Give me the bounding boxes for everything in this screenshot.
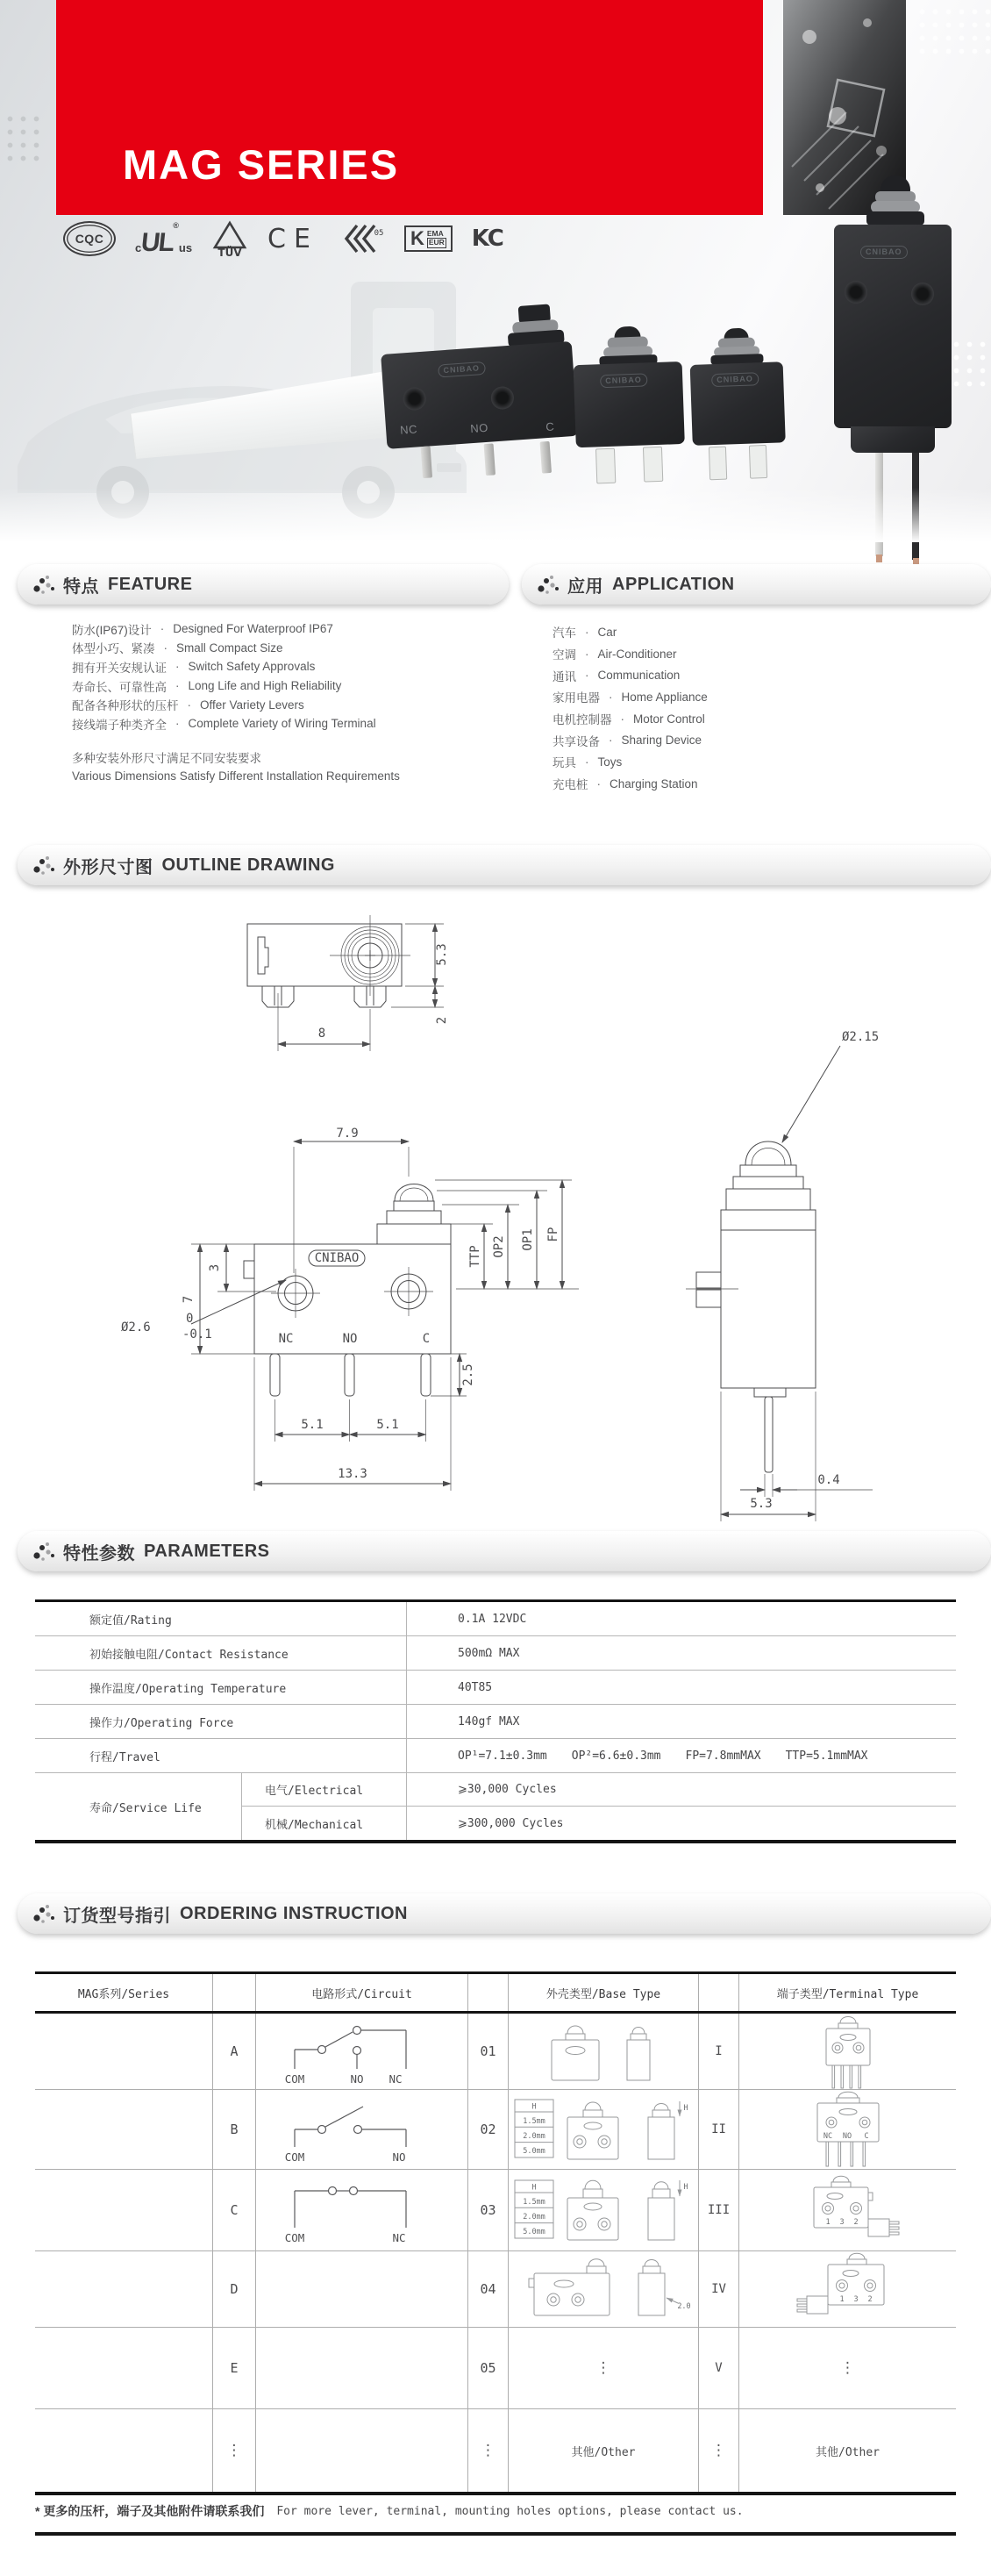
feature-item: 拥有开关安规认证 · Switch Safety Approvals — [72, 660, 316, 675]
base-roman: IV — [699, 2251, 739, 2327]
feature-title-en: FEATURE — [108, 574, 193, 594]
certification-row — [63, 216, 503, 261]
feature-section-header — [18, 564, 509, 605]
param-label: 操作温度/Operating Temperature — [35, 1671, 407, 1704]
param-value: 140gf MAX — [458, 1714, 520, 1728]
footnote-cn: * 更多的压杆，端子及其他附件请联系我们 — [35, 2504, 265, 2518]
svg-text:NC: NC — [823, 2132, 832, 2141]
dim-7: 7 — [182, 1295, 196, 1304]
application-item: 汽车 · Car — [553, 625, 617, 640]
feature-note-en: Various Dimensions Satisfy Different Installation Requirements — [72, 769, 400, 784]
footnote — [35, 2502, 956, 2520]
svg-text:2.0: 2.0 — [677, 2302, 691, 2311]
banner — [0, 0, 991, 542]
svg-text:COM: COM — [284, 2150, 304, 2164]
ellipsis: ⋮ — [213, 2409, 256, 2492]
svg-text:2: 2 — [852, 2218, 859, 2227]
application-item: 充电桩 · Charging Station — [553, 776, 698, 792]
table-row — [35, 1602, 956, 1636]
param-label: 操作力/Operating Force — [35, 1705, 407, 1738]
terminal-c: C — [422, 1332, 431, 1346]
circuit-code: 05 — [468, 2328, 509, 2408]
product-photo-switch-1 — [379, 316, 589, 483]
series-letter: C — [213, 2170, 256, 2250]
dot-pattern-left — [4, 112, 42, 163]
param-label: 寿命/Service Life — [35, 1773, 242, 1840]
dim-7.9: 7.9 — [336, 1127, 359, 1141]
svg-text:1.5mm: 1.5mm — [523, 2198, 545, 2207]
svg-text:COM: COM — [284, 2231, 304, 2244]
svg-text:COM: COM — [284, 2072, 304, 2086]
dim-op2: OP2 — [492, 1235, 506, 1258]
circuit-code: 02 — [468, 2090, 509, 2169]
param-value: 0.1A 12VDC — [458, 1612, 527, 1626]
outline-section-header — [18, 845, 991, 885]
svg-text:1.5mm: 1.5mm — [523, 2117, 545, 2126]
base-roman: II — [699, 2090, 739, 2169]
table-row — [35, 1636, 956, 1671]
circuit-code: 01 — [468, 2014, 509, 2089]
series-letter: D — [213, 2251, 256, 2327]
terminal-other: 其他/Other — [816, 2445, 880, 2459]
application-section-header — [522, 564, 991, 605]
base-type-01-drawing — [529, 2014, 678, 2088]
terminal-type-1-drawing — [782, 2014, 914, 2089]
dim-5.3-side: 5.3 — [750, 1497, 773, 1511]
param-value: 40T85 — [458, 1680, 493, 1694]
circuit-code: 03 — [468, 2170, 509, 2250]
dots-icon — [32, 574, 54, 595]
feature-note-cn: 多种安装外形尺寸满足不同安装要求 — [72, 752, 261, 766]
application-item: 空调 · Air-Conditioner — [553, 647, 677, 662]
table-row — [35, 1705, 956, 1739]
svg-text:2.0mm: 2.0mm — [523, 2132, 545, 2141]
dim-fp: FP — [546, 1227, 560, 1242]
application-item: 玩具 · Toys — [553, 755, 623, 770]
table-row-service-life — [35, 1773, 956, 1840]
ellipsis: ⋮ — [468, 2409, 509, 2492]
ordering-title-en: ORDERING INSTRUCTION — [180, 1903, 408, 1923]
series-title: MAG SERIES — [123, 141, 400, 188]
feature-item: 配备各种形状的压杆 · Offer Variety Levers — [72, 698, 304, 713]
svg-text:NC: NC — [388, 2072, 403, 2086]
col-series: MAG系列/Series — [35, 1974, 213, 2011]
product-photo-switch-2 — [572, 325, 691, 473]
dim-5.1-left: 5.1 — [301, 1418, 324, 1432]
ce-mark-icon: CE — [267, 223, 318, 254]
dim-2.5: 2.5 — [461, 1363, 475, 1386]
feature-item: 防水(IP67)设计 · Designed For Waterproof IP67 — [72, 622, 333, 637]
terminal-boss — [845, 281, 867, 304]
feature-item: 寿命长、可靠性高 · Long Life and High Reliability — [72, 679, 342, 694]
param-value: ⩾30,000 Cycles — [407, 1773, 956, 1807]
kc-mark-icon: KC — [471, 225, 503, 252]
table-row — [35, 2170, 956, 2251]
terminal-type-3-drawing — [782, 2170, 914, 2250]
dim-hole-tol-top: 0 — [186, 1312, 194, 1326]
label-nc: NC — [399, 422, 418, 437]
parameters-section-header — [18, 1531, 991, 1571]
outline-side-view — [684, 1009, 982, 1527]
svg-text:05: 05 — [374, 229, 384, 238]
dots-icon — [32, 1903, 54, 1924]
table-row — [35, 2090, 956, 2170]
table-row — [35, 1671, 956, 1705]
svg-text:NC: NC — [391, 2231, 406, 2244]
dim-dia-2.15: Ø2.15 — [842, 1030, 880, 1044]
param-value: ⩾300,000 Cycles — [458, 1816, 564, 1830]
svg-text:1: 1 — [838, 2295, 845, 2304]
product-photo-switch-tall — [831, 175, 954, 518]
kema-keur-mark-icon: K EMA EUR — [404, 225, 453, 252]
brand-emboss: CNIBAO — [438, 361, 485, 378]
travel-op2: OP²=6.6±0.3mm — [571, 1749, 661, 1763]
dim-2: 2 — [435, 1016, 449, 1025]
dots-icon — [536, 574, 559, 595]
dim-13.3: 13.3 — [338, 1467, 367, 1481]
parameters-title-cn: 特性参数 — [63, 1543, 135, 1563]
dots-icon — [32, 1541, 54, 1562]
ellipsis: ⋮ — [840, 2359, 855, 2377]
series-letter: A — [213, 2014, 256, 2089]
col-base-type: 外壳类型/Base Type — [509, 1974, 699, 2011]
bottom-rule — [35, 2532, 956, 2536]
dim-8: 8 — [317, 1027, 326, 1041]
base-roman: V — [699, 2328, 739, 2408]
dim-5.1-right: 5.1 — [376, 1418, 399, 1432]
svg-text:2.0mm: 2.0mm — [523, 2213, 545, 2222]
feature-title-cn: 特点 — [63, 576, 99, 597]
travel-ttp: TTP=5.1mmMAX — [785, 1749, 868, 1763]
svg-text:H: H — [683, 2104, 688, 2113]
drawing-brand: CNIBAO — [314, 1251, 360, 1265]
application-item: 电机控制器 · Motor Control — [553, 712, 705, 727]
svg-text:5.0mm: 5.0mm — [523, 2228, 545, 2236]
label-c: C — [545, 419, 555, 434]
tuv-mark-icon — [211, 220, 248, 257]
base-type-03-drawing — [511, 2173, 695, 2247]
application-list — [553, 621, 708, 795]
brand-emboss: CNIBAO — [600, 373, 647, 388]
table-row — [35, 1739, 956, 1773]
table-row — [35, 2014, 956, 2090]
base-roman: I — [699, 2014, 739, 2089]
outline-front-view — [88, 1127, 605, 1505]
ordering-table — [35, 1971, 956, 2495]
outline-title-en: OUTLINE DRAWING — [161, 855, 335, 875]
emark-icon — [338, 223, 385, 254]
ul-mark-icon: c UL ® us — [135, 221, 193, 257]
table-header-row — [35, 1974, 956, 2014]
dim-op1: OP1 — [521, 1228, 535, 1251]
parameters-table — [35, 1599, 956, 1843]
base-type-04-drawing — [511, 2252, 695, 2326]
brand-emboss: CNIBAO — [711, 372, 759, 387]
param-sublabel: 电气/Electrical — [242, 1773, 407, 1807]
svg-text:3: 3 — [838, 2218, 845, 2227]
param-sublabel: 机械/Mechanical — [242, 1807, 407, 1840]
terminal-no: NO — [342, 1332, 358, 1346]
terminal-type-2-drawing — [782, 2090, 914, 2169]
svg-text:H: H — [531, 2102, 537, 2112]
base-roman: III — [699, 2170, 739, 2250]
base-type-02-drawing — [511, 2093, 695, 2166]
dim-0.4: 0.4 — [817, 1473, 840, 1487]
outline-title-cn: 外形尺寸图 — [63, 857, 153, 877]
table-row — [35, 2328, 956, 2409]
svg-text:1: 1 — [824, 2218, 831, 2227]
col-circuit: 电路形式/Circuit — [256, 1974, 468, 2011]
svg-text:2: 2 — [866, 2295, 873, 2304]
param-label: 行程/Travel — [35, 1739, 407, 1772]
application-item: 家用电器 · Home Appliance — [553, 690, 708, 705]
application-item: 通讯 · Communication — [553, 669, 681, 683]
cqc-mark-icon: CQC — [63, 221, 116, 256]
terminal-boss — [403, 387, 427, 411]
series-letter: B — [213, 2090, 256, 2169]
feature-item: 体型小巧、紧凑 · Small Compact Size — [72, 640, 283, 656]
param-label: 初始接触电阻/Contact Resistance — [35, 1636, 407, 1670]
circuit-code: 04 — [468, 2251, 509, 2327]
label-no: NO — [469, 420, 489, 436]
terminal-nc: NC — [278, 1332, 294, 1346]
param-label: 额定值/Rating — [35, 1602, 407, 1635]
dim-ttp: TTP — [468, 1245, 482, 1268]
ellipsis: ⋮ — [699, 2409, 739, 2492]
svg-text:NO: NO — [391, 2150, 406, 2164]
circuit-spst-nc-diagram — [270, 2173, 454, 2247]
ellipsis: ⋮ — [509, 2328, 699, 2408]
dim-3: 3 — [208, 1263, 222, 1272]
travel-op1: OP¹=7.1±0.3mm — [458, 1749, 547, 1763]
footnote-en: For more lever, terminal, mounting holes options, please contact us. — [276, 2504, 744, 2518]
series-letter: E — [213, 2328, 256, 2408]
col-terminal-type: 端子类型/Terminal Type — [776, 1987, 919, 2001]
table-row — [35, 2409, 956, 2492]
dots-icon — [32, 855, 54, 876]
svg-text:H: H — [531, 2183, 537, 2193]
base-other: 其他/Other — [509, 2409, 699, 2492]
application-title-en: APPLICATION — [612, 574, 735, 594]
table-row — [35, 2251, 956, 2328]
terminal-type-4-drawing — [782, 2251, 914, 2327]
ordering-title-cn: 订货型号指引 — [63, 1906, 171, 1926]
svg-text:TÜV: TÜV — [217, 247, 242, 257]
application-title-cn: 应用 — [567, 576, 603, 597]
travel-fp: FP=7.8mmMAX — [685, 1749, 761, 1763]
svg-text:C: C — [863, 2132, 869, 2141]
svg-text:H: H — [683, 2183, 688, 2192]
circuit-spdt-diagram — [270, 2014, 454, 2088]
svg-text:NO: NO — [349, 2072, 364, 2086]
terminal-boss — [490, 386, 515, 411]
dim-hole-tol-bot: -0.1 — [182, 1327, 212, 1342]
svg-text:3: 3 — [852, 2295, 859, 2304]
product-photo-switch-3 — [688, 326, 792, 470]
ordering-section-header — [18, 1893, 991, 1934]
param-value: 500mΩ MAX — [458, 1646, 520, 1660]
svg-text:5.0mm: 5.0mm — [523, 2147, 545, 2156]
dim-hole: Ø2.6 — [121, 1320, 151, 1335]
terminal-boss — [911, 283, 934, 305]
dot-pattern-top-right — [916, 5, 991, 61]
title-banner — [56, 0, 763, 215]
outline-top-view — [219, 912, 588, 1132]
parameters-title-en: PARAMETERS — [144, 1541, 270, 1561]
dim-5.3: 5.3 — [435, 943, 449, 966]
application-item: 共享设备 · Sharing Device — [553, 733, 702, 748]
svg-text:NO: NO — [842, 2132, 852, 2141]
feature-item: 接线端子种类齐全 · Complete Variety of Wiring Terminal — [72, 717, 376, 732]
brand-emboss: CNIBAO — [860, 246, 908, 259]
circuit-spst-no-diagram — [270, 2093, 454, 2166]
feature-list — [72, 619, 400, 786]
